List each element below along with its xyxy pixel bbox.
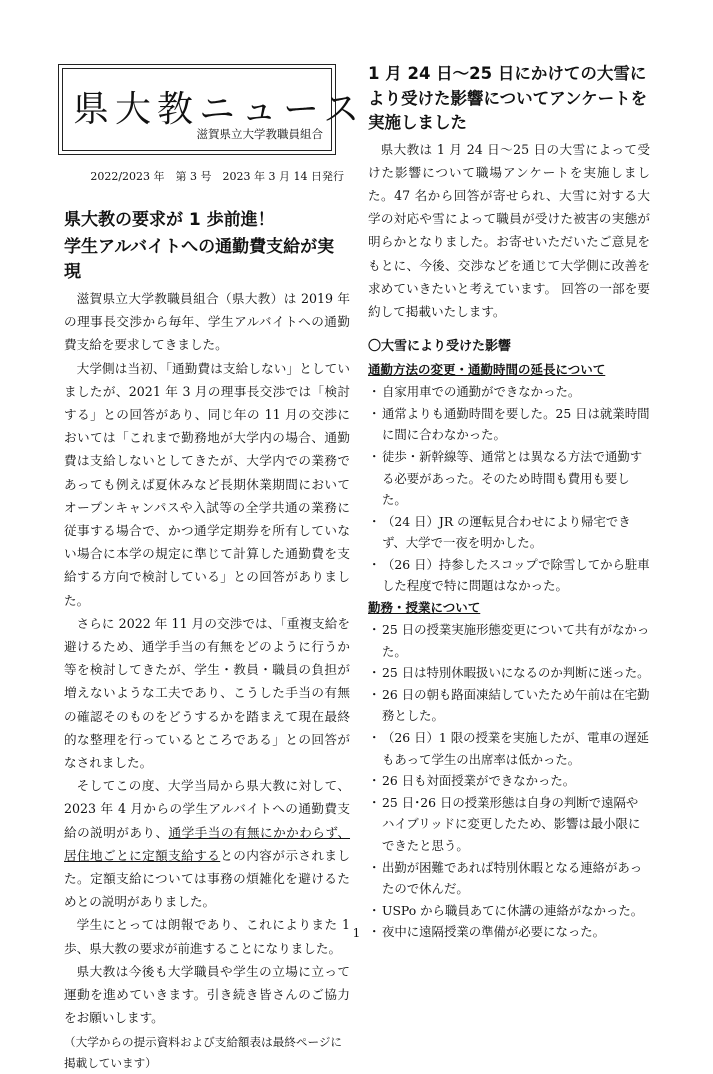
list-item: ・ （26 日）持参したスコップで除雪してから駐車した程度で特に問題はなかった。 [368, 556, 650, 594]
newsletter-title: 県大教ニュース [73, 89, 366, 130]
left-paragraph-1: 滋賀県立大学教職員組合（県大教）は 2019 年の理事長交渉から毎年、学生アルバイトへの通勤費支給を要求してきました。 [64, 291, 350, 353]
list-item-text: （26 日）持参したスコップで除雪してから駐車した程度で特に問題はなかった。 [382, 556, 650, 594]
list-item-text: 通常よりも通勤時間を要した。25 日は就業時間に間に合わなかった。 [382, 405, 650, 443]
list-item: ・ 25 日･26 日の授業形態は自身の判断で遠隔やハイブリッドに変更したため、影響は最小限にできたと思う。 [368, 794, 641, 853]
list-item: ・ USPo から職員あてに休講の連絡がなかった。 [368, 902, 644, 918]
list-item: ・ （26 日）1 限の授業を実施したが、電車の遅延もあって学生の出席率は低かった。 [368, 730, 649, 767]
list-item: ・ 出勤が困難であれば特別休暇となる連絡があったので休んだ。 [368, 859, 643, 897]
commute-list [368, 381, 650, 597]
list-item-text: 26 日の朝も路面凍結していたため午前は在宅勤務とした。 [382, 686, 650, 724]
work-list [368, 619, 650, 943]
left-paragraph-3: さらに 2022 年 11 月の交渉では、「重複支給を避けるため、通学手当の有無をどのように行うか等を検討してきたが、学生・教員・職員の負担が増えないような工夫であり、こうした手当の有無の確認そのものをどうするかを踏まえて現在最終的な整理を行っているところである」との回答がなされました。 [64, 615, 350, 771]
list-item-text: 自家用車での通勤ができなかった。 [382, 384, 581, 400]
list-item: ・ 25 日の授業実施形態変更について共有がなかった。 [368, 622, 650, 659]
right-headline: 1 月 24 日～25 日にかけての大雪により受けた影響についてアンケートを実施しました [368, 64, 648, 132]
left-article [64, 208, 350, 1074]
left-paragraph-4-underlined: 通学手当の有無にかかわらず、居住地ごとに定額支給する [64, 824, 351, 863]
list-item-text: （26 日）1 限の授業を実施したが、電車の遅延もあって学生の出席率は低かった。 [382, 730, 649, 767]
list-item: ・ 25 日は特別休暇扱いになるのか判断に迷った。 [368, 665, 650, 681]
left-paragraph-2: 大学側は当初、「通勤費は支給しない」としていましたが、2021 年 3 月の理事長交渉では「検討する」との回答があり、同じ年の 11 月の交渉においては「これまで勤務地が大学内の場合、通勤費は支給しないとしてきたが、大学内での業務であっても例えば夏休みなど長期休業期間においてオープンキャンパスや入試等の全学共通の業務に従事する場合で、かつ通学定期券を所有していない場合に本学の規定に準じて計算した通勤費を支給する方向で検討している」との回答がありました。 [64, 360, 350, 608]
list-item-text: 夜中に遠隔授業の準備が必要になった。 [382, 924, 606, 940]
list-item-text: USPo から職員あてに休講の連絡がなかった。 [382, 902, 644, 918]
commute-subheading: 通勤方法の変更・通勤時間の延長について [368, 362, 606, 378]
issue-info: 2022/2023 年 第 3 号 2023 年 3 月 14 日発行 [90, 170, 344, 183]
left-headline-2: 学生アルバイトへの通勤費支給が実現 [64, 237, 335, 282]
list-item: ・ 通常よりも通勤時間を要した。25 日は就業時間に間に合わなかった。 [368, 405, 650, 443]
work-subheading: 勤務・授業について [368, 600, 481, 616]
page-number: 1 [352, 926, 361, 940]
list-item: ・ 自家用車での通勤ができなかった。 [368, 384, 581, 400]
list-item-text: 出勤が困難であれば特別休暇となる連絡があったので休んだ。 [382, 859, 643, 897]
left-paragraph-6: 県大教は今後も大学職員や学生の立場に立って運動を進めていきます。引き続き皆さんのご協力をお願いします。 [64, 963, 350, 1026]
list-item-text: 26 日も対面授業ができなかった。 [382, 773, 576, 789]
list-item-text: 25 日･26 日の授業形態は自身の判断で遠隔やハイブリッドに変更したため、影響は最小限にできたと思う。 [382, 794, 641, 853]
left-headline-1: 県大教の要求が 1 歩前進！ [64, 210, 275, 230]
masthead-box [58, 64, 366, 155]
left-note: （大学からの提示資料および支給額表は最終ページに掲載しています） [64, 1034, 343, 1070]
union-name: 滋賀県立大学教職員組合 [196, 127, 323, 141]
masthead-inner-frame [62, 68, 366, 151]
list-item: ・ 26 日の朝も路面凍結していたため午前は在宅勤務とした。 [368, 686, 650, 724]
left-paragraph-4 [64, 774, 350, 913]
right-article [368, 62, 650, 943]
list-item-text: 25 日は特別休暇扱いになるのか判断に迷った。 [382, 665, 650, 681]
list-item: ・ 徒歩・新幹線等、通常とは異なる方法で通勤する必要があった。そのため時間も費用も要した。 [368, 448, 643, 508]
list-item-text: （24 日）JR の運転見合わせにより帰宅できず、大学で一夜を明かした。 [382, 513, 631, 551]
list-item-text: 25 日の授業実施形態変更について共有がなかった。 [382, 622, 650, 659]
list-item-text: 徒歩・新幹線等、通常とは異なる方法で通勤する必要があった。そのため時間も費用も要した。 [382, 448, 643, 508]
left-paragraph-4-b: との内容が示されました。定額支給については事務の煩雑化を避けるためとの説明がありました。 [64, 847, 351, 910]
left-paragraph-4-a: そしてこの度、大学当局から県大教に対して、2023 年 4 月からの学生アルバイトへの通勤費支給の説明があり、 [64, 778, 350, 840]
list-item: ・ 26 日も対面授業ができなかった。 [368, 773, 576, 789]
section-title: 〇大雪により受けた影響 [368, 339, 512, 355]
list-item: ・ 夜中に遠隔授業の準備が必要になった。 [368, 924, 606, 940]
left-paragraph-5: 学生にとっては朗報であり、これによりまた 1 歩、県大教の要求が前進することになりました。 [64, 917, 350, 956]
list-item: ・ （24 日）JR の運転見合わせにより帰宅できず、大学で一夜を明かした。 [368, 513, 631, 551]
right-intro: 県大教は 1 月 24 日～25 日の大雪によって受けた影響について職場アンケートを実施しました。47 名から回答が寄せられ、大雪に対する大学の対応や雪によって職員が受けた被害の実態が明らかとなりました。お寄せいただいたご意見をもとに、今後、交渉などを通じて大学側に改善を求めていきたいと考えています。 回答の一部を要約して掲載いたします。 [368, 141, 650, 319]
